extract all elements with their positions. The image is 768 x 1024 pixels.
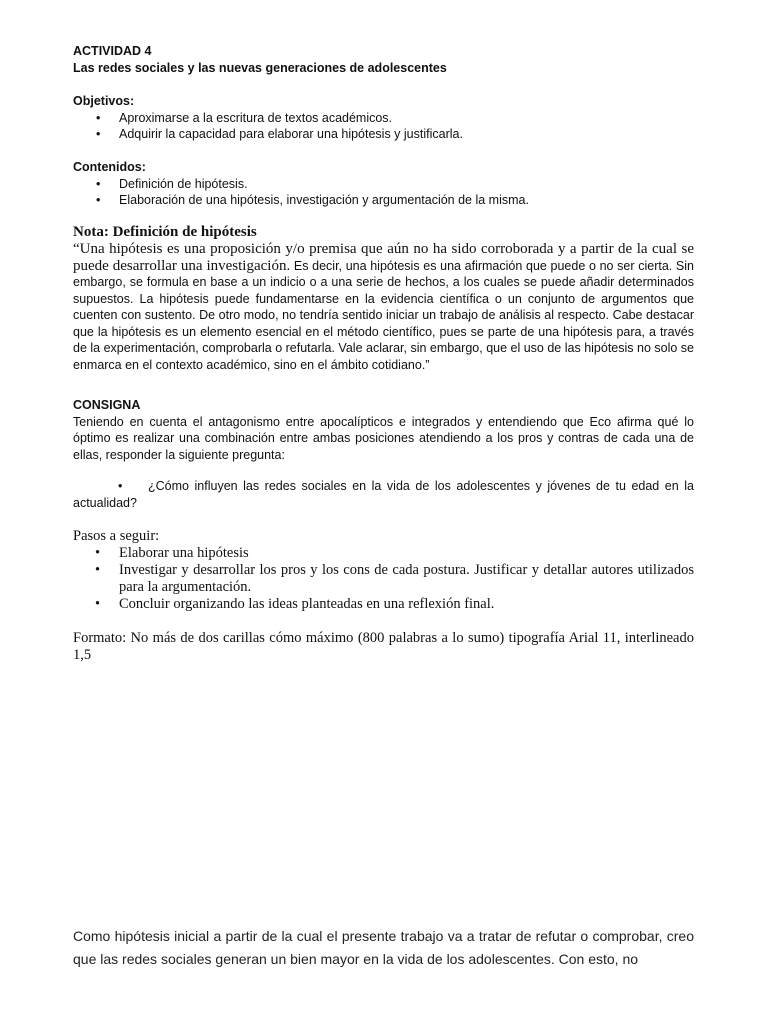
contenidos-item	[73, 192, 694, 209]
consigna-heading: CONSIGNA	[73, 398, 141, 412]
formato-text: Formato: No más de dos carillas cómo máximo (800 palabras a lo sumo) tipografía Arial 11, interlineado 1,5	[73, 630, 694, 663]
objetivos-item	[73, 110, 694, 127]
activity-subtitle: Las redes sociales y las nuevas generaciones de adolescentes	[73, 60, 447, 75]
consigna-section	[73, 397, 694, 463]
contenidos-item-text: Definición de hipótesis.	[119, 176, 248, 191]
activity-title: ACTIVIDAD 4	[73, 44, 152, 58]
contenidos-item	[73, 176, 694, 193]
bullet-icon: •	[118, 479, 123, 493]
objetivos-list	[73, 110, 694, 143]
bullet-icon: •	[95, 562, 101, 578]
pasos-item-text: Concluir organizando las ideas planteadas en una reflexión final.	[119, 596, 495, 612]
contenidos-section	[73, 159, 694, 209]
contenidos-heading: Contenidos:	[73, 160, 146, 174]
nota-section	[73, 224, 694, 373]
nota-title: Nota: Definición de hipótesis	[73, 224, 257, 240]
nota-quote	[73, 241, 694, 373]
consigna-question	[73, 478, 694, 511]
objetivos-item-text: Aproximarse a la escritura de textos académicos.	[119, 110, 393, 125]
pasos-item	[73, 596, 694, 613]
pasos-list	[73, 545, 694, 613]
contenidos-item-text: Elaboración de una hipótesis, investigación y argumentación de la misma.	[119, 193, 529, 207]
objetivos-item	[73, 126, 694, 143]
bullet-icon: •	[95, 596, 101, 612]
bullet-icon: •	[95, 545, 101, 561]
nota-quote-serif: “Una hipótesis es una proposición y/o premisa que aún no ha sido corroborada y a partir de la cual se puede desarrollar una investigación.	[73, 241, 694, 274]
pasos-section	[73, 528, 694, 613]
pasos-item	[73, 545, 694, 562]
activity-header	[73, 43, 694, 76]
bullet-icon: •	[96, 193, 101, 207]
bullet-icon: •	[96, 176, 101, 191]
contenidos-list	[73, 176, 694, 209]
objetivos-section	[73, 93, 694, 143]
nota-quote-sans: Es decir, una hipótesis es una afirmación que puede o no ser cierta. Sin embargo, se formula en base a un indicio o a una serie de hechos, a los cuales se puede añadir determinados supuestos. La hipótesis puede fundamentarse en la evidencia científica o un conjunto de argumentos que cuenten con sustento. De otro modo, no tendría sentido iniciar un trabajo de análisis al respecto. Cabe destacar que la hipótesis es un elemento esencial en el método científico, pues se parte de una hipótesis para, a través de la experimentación, comprobarla o refutarla. Vale aclarar, sin embargo, que el uso de las hipótesis no solo se enmarca en el contexto académico, sino en el ámbito cotidiano.”	[73, 258, 694, 372]
pasos-item	[73, 562, 694, 596]
objetivos-heading: Objetivos:	[73, 94, 135, 108]
pasos-item-text: Elaborar una hipótesis	[119, 545, 249, 561]
bullet-icon: •	[96, 127, 101, 141]
bullet-icon: •	[96, 110, 101, 125]
formato-section	[73, 630, 694, 664]
objetivos-item-text: Adquirir la capacidad para elaborar una hipótesis y justificarla.	[119, 127, 463, 141]
pasos-heading: Pasos a seguir:	[73, 528, 160, 544]
respuesta-text: Como hipótesis inicial a partir de la cual el presente trabajo va a tratar de refutar o comprobar, creo que las redes sociales generan un bien mayor en la vida de los adolescentes. Con esto, no	[73, 928, 694, 967]
consigna-question-text: ¿Cómo influyen las redes sociales en la vida de los adolescentes y jóvenes de tu edad en la actualidad?	[73, 479, 694, 510]
pasos-item-text: Investigar y desarrollar los pros y los cons de cada postura. Justificar y detallar autores utilizados para la argumentación.	[119, 562, 694, 595]
respuesta-section	[73, 925, 694, 971]
consigna-text: Teniendo en cuenta el antagonismo entre apocalípticos e integrados y entendiendo que Eco afirma qué lo óptimo es realizar una combinación entre ambas posiciones atendiendo a los pros y contras de cada una de ellas, responder la siguiente pregunta:	[73, 414, 694, 462]
